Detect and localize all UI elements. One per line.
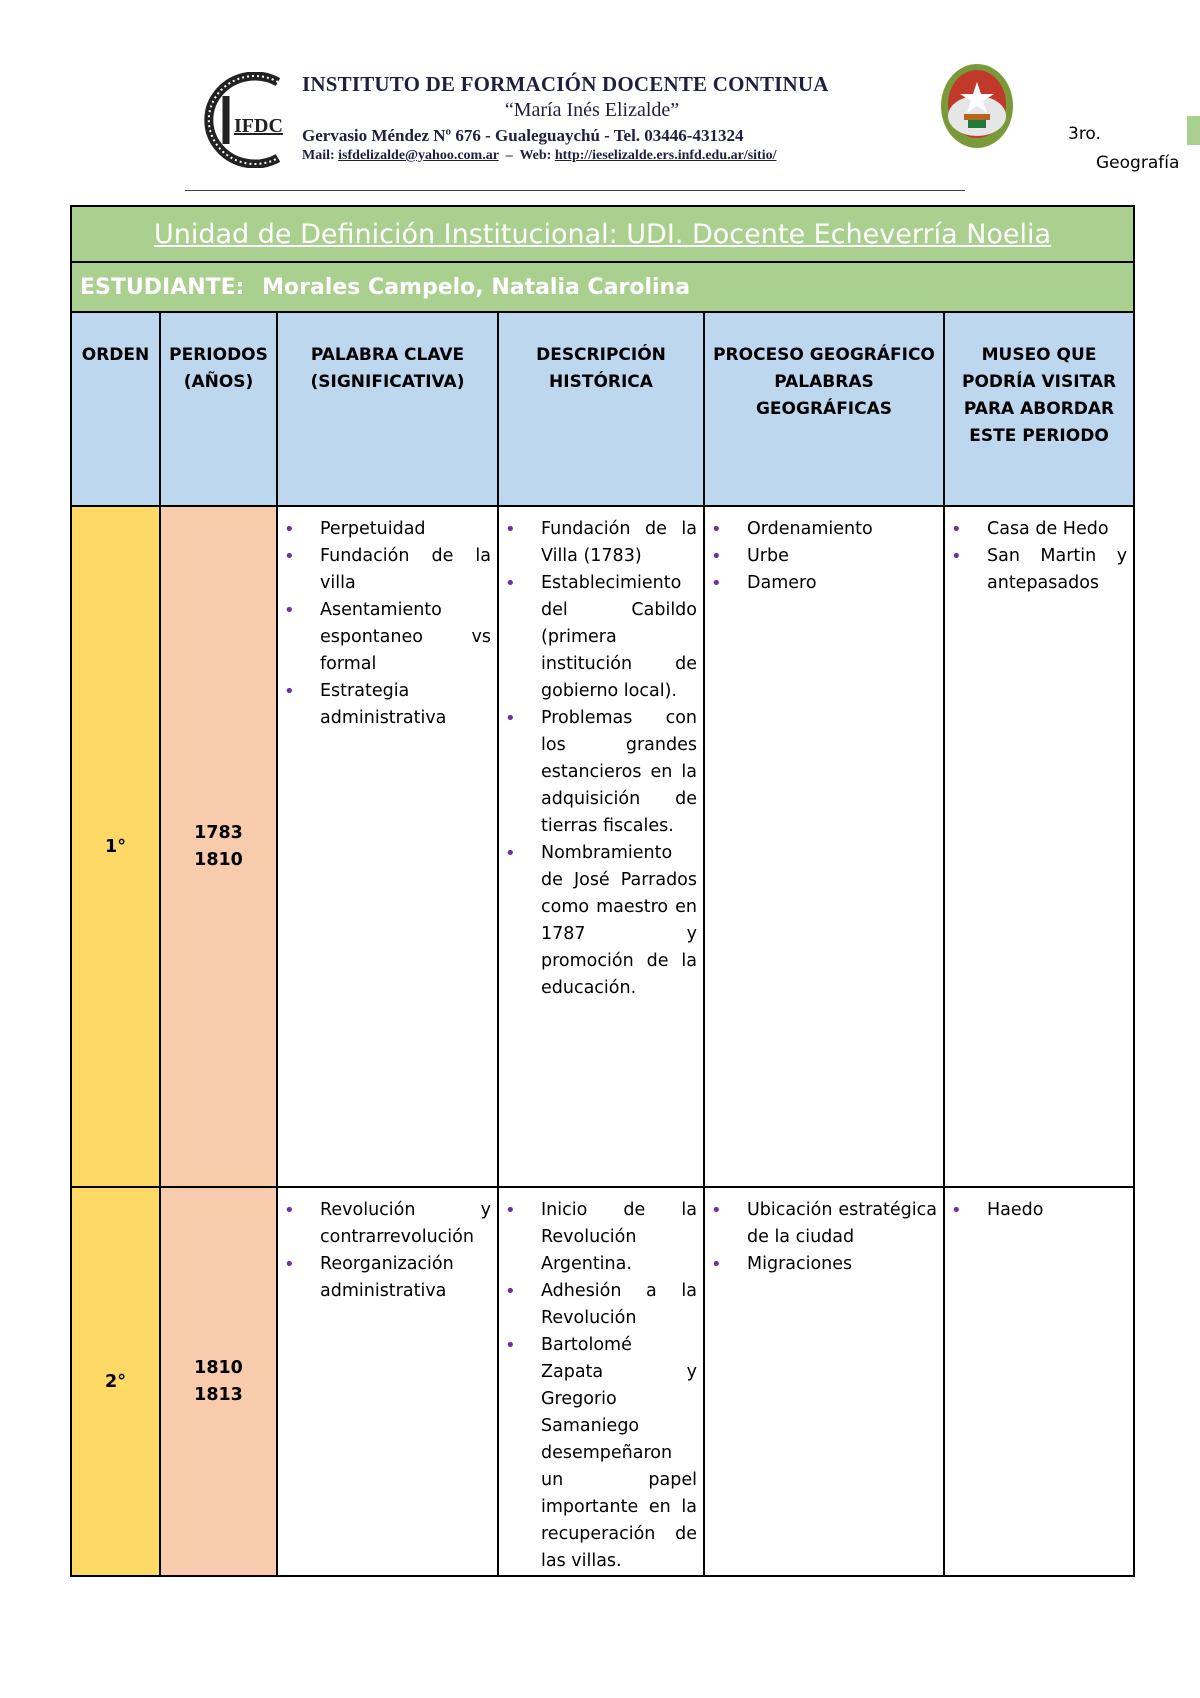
year-end: 1813 [194,1384,243,1405]
table-row [71,1187,1134,1576]
list-item: • Inicio de la Revolución Argentina. [503,1197,697,1278]
geo-process-cell [704,1187,944,1576]
list-item: • Adhesión a la Revolución [503,1278,697,1332]
institute-subname: “María Inés Elizalde” [504,99,680,121]
institute-logo [190,72,290,168]
list-item: • Casa de Hedo [949,516,1127,543]
student-label: ESTUDIANTE: [80,274,245,300]
list-item: • Fundación de la villa [282,543,491,597]
description-cell [498,1187,704,1576]
subject-label: Geografía [1096,153,1180,173]
keywords-cell [277,506,498,1187]
list-item: • Revolución y contrarrevolución [282,1197,491,1251]
web-link[interactable]: http://ieselizalde.ers.infd.edu.ar/sitio/ [554,148,777,163]
institute-name: INSTITUTO DE FORMACIÓN DOCENTE CONTINUA [302,72,829,96]
column-header-orden: ORDEN [71,312,160,506]
year-start: 1783 [194,822,243,843]
year-end: 1810 [194,849,243,870]
list-item: • Establecimiento del Cabildo (primera institución de gobierno local). [503,570,697,705]
list-item: • San Martin y antepasados [949,543,1127,597]
list-item: • Fundación de la Villa (1783) [503,516,697,570]
page-edge-tab [1187,116,1200,145]
list-item: • Nombramiento de José Parrados como maestro en 1787 y promoción de la educación. [503,840,697,1002]
table-row [71,506,1134,1187]
table-title: Unidad de Definición Institucional: UDI. Docente Echeverría Noelia [71,206,1134,262]
logo-text: IFDC [234,115,283,137]
course-info [1068,120,1179,178]
orden-cell: 2° [71,1187,160,1576]
student-name: Morales Campelo, Natalia Carolina [262,274,691,300]
column-header-descripcion: DESCRIPCIÓN HISTÓRICA [498,312,704,506]
periodo-cell [160,506,277,1187]
list-item: • Haedo [949,1197,1127,1224]
list-item: • Ordenamiento [709,516,937,543]
contact-line [302,148,882,164]
institute-header [302,72,882,164]
list-item: • Bartolomé Zapata y Gregorio Samaniego desempeñaron un papel importante en la recuperación de las villas. [503,1332,697,1575]
museum-cell [944,506,1134,1187]
column-header-periodos: PERIODOS (AÑOS) [160,312,277,506]
column-header-row [71,312,1134,506]
description-cell [498,506,704,1187]
list-item: • Migraciones [709,1251,937,1278]
list-item: • Urbe [709,543,937,570]
list-item: • Estrategia administrativa [282,678,491,732]
web-label: Web: [519,148,552,163]
list-item: • Perpetuidad [282,516,491,543]
orden-cell: 1° [71,506,160,1187]
list-item: • Reorganización administrativa [282,1251,491,1305]
column-header-proceso-geografico: PROCESO GEOGRÁFICO PALABRAS GEOGRÁFICAS [704,312,944,506]
column-header-museo: MUSEO QUE PODRÍA VISITAR PARA ABORDAR ESTE PERIODO [944,312,1134,506]
periodo-cell [160,1187,277,1576]
column-header-palabra-clave: PALABRA CLAVE (SIGNIFICATIVA) [277,312,498,506]
address-line: Gervasio Méndez Nº 676 - Gualeguaychú - Tel. 03446-431324 [302,126,744,145]
list-item: • Ubicación estratégica de la ciudad [709,1197,937,1251]
contact-separator: – [505,148,513,163]
mail-label: Mail: [302,148,335,163]
geo-process-cell [704,506,944,1187]
header-divider [185,190,965,191]
list-item: • Problemas con los grandes estancieros en la adquisición de tierras fiscales. [503,705,697,840]
list-item: • Damero [709,570,937,597]
mail-link[interactable]: isfdelizalde@yahoo.com.ar [338,148,499,163]
student-row [71,262,1134,312]
list-item: • Asentamiento espontaneo vs formal [282,597,491,678]
periods-table [70,205,1135,1577]
keywords-cell [277,1187,498,1576]
museum-cell [944,1187,1134,1576]
course-label: 3ro. [1068,124,1101,144]
year-start: 1810 [194,1357,243,1378]
province-seal-icon [936,60,1018,156]
